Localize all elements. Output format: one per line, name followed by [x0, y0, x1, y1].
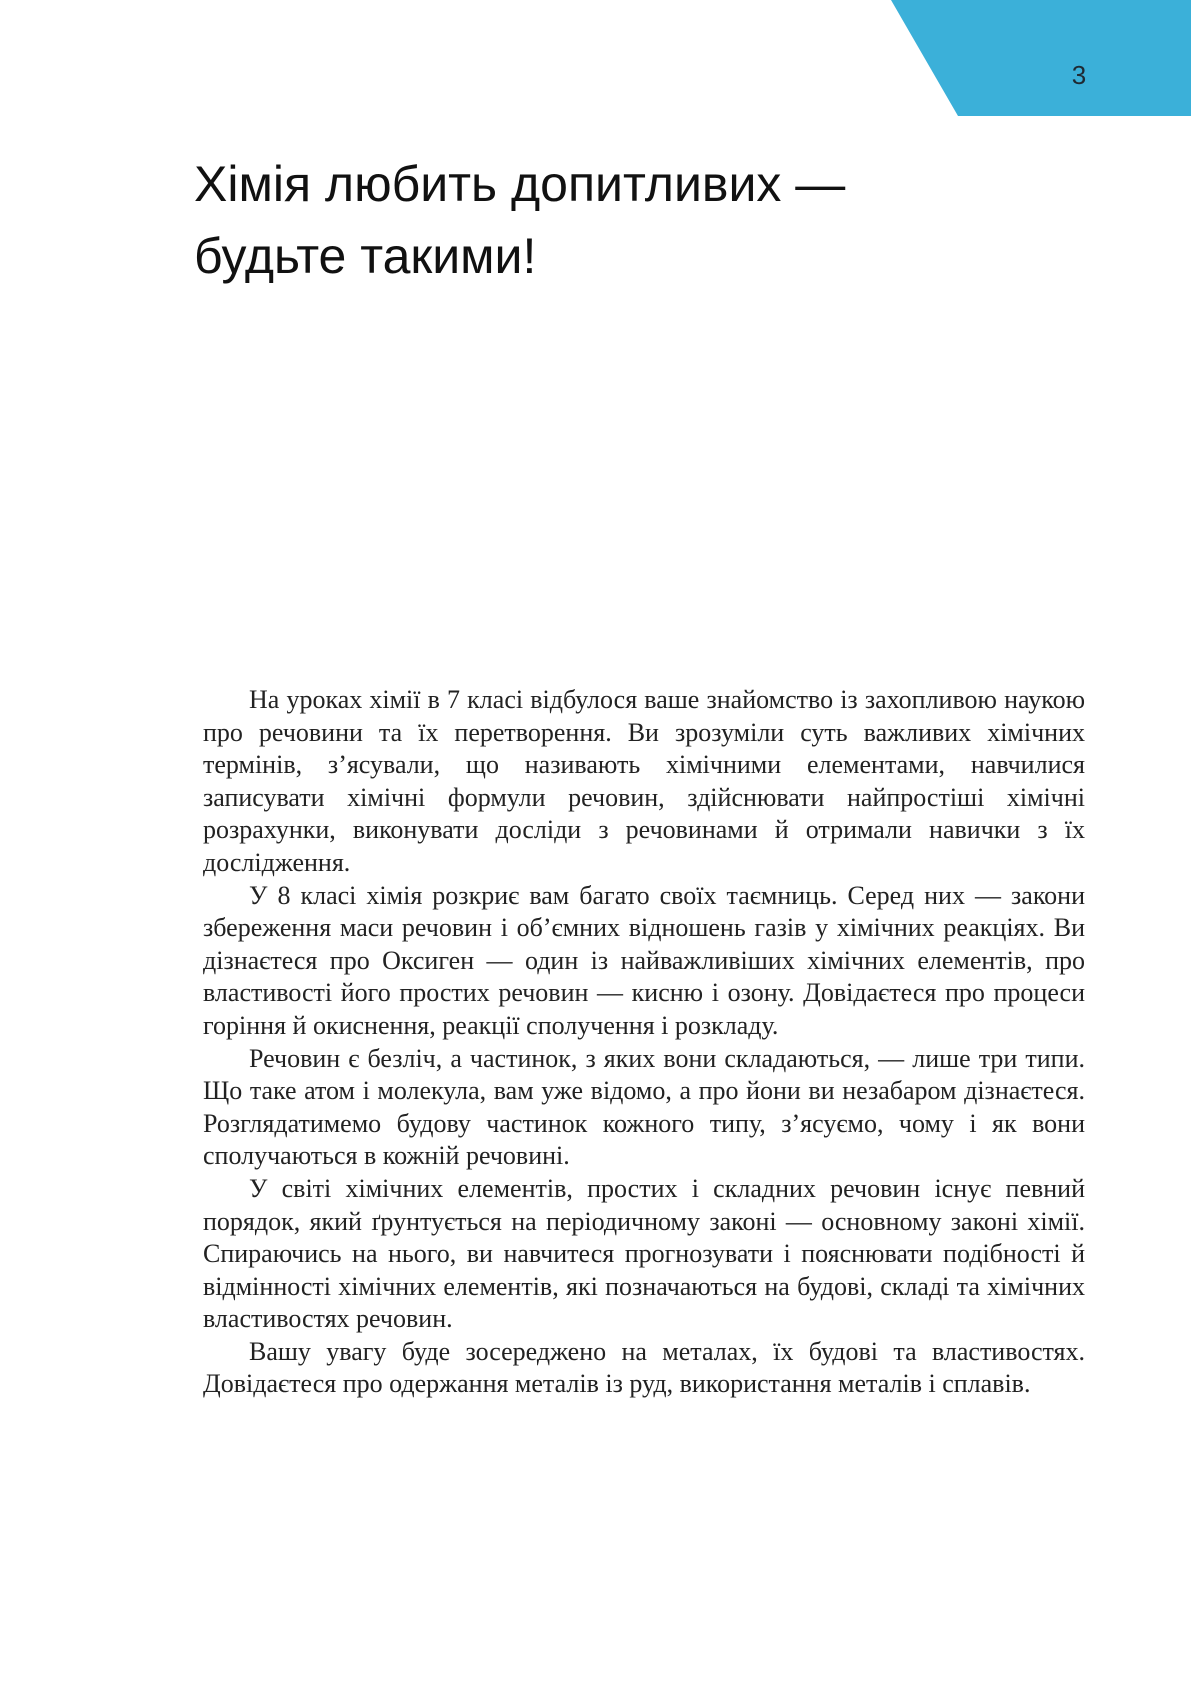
paragraph: На уроках хімії в 7 класі відбулося ваше знайомство із захопливою наукою про речовини та їх перетворення. Ви зрозуміли суть важливих хімічних термінів, з’ясували, що називають хімічними елементами, навчилися записувати хімічні формули речовин, здійснювати найпростіші хімічні розрахунки, виконувати досліди з речовинами й отримали навички з їх дослідження.: [203, 685, 1085, 877]
page-number: 3: [1071, 60, 1087, 90]
page-title-line-2: будьте такими!: [194, 228, 537, 284]
page-title: [194, 148, 994, 292]
paragraph: Вашу увагу буде зосереджено на металах, їх будові та властивостях. Довідаєтеся про одержання металів із руд, використання металів і сплавів.: [203, 1336, 1085, 1399]
page-corner-tab: [891, 0, 1191, 116]
paragraph: Речовин є безліч, а частинок, з яких вони складаються, — лише три типи. Що таке атом і молекула, вам уже відомо, а про йони ви незабаром дізнаєтеся. Розглядатимемо будову частинок кожного типу, з’ясуємо, чому і як вони сполучаються в кожній речовині.: [203, 1043, 1085, 1171]
intro-text: [203, 684, 1085, 1401]
corner-tab-shape: [891, 0, 1191, 116]
page-title-line-1: Хімія любить допитливих —: [194, 156, 846, 212]
paragraph: У 8 класі хімія розкриє вам багато своїх таємниць. Серед них — закони збереження маси речовин і об’ємних відношень газів у хімічних реакціях. Ви дізнаєтеся про Оксиген — один із найважливіших хімічних елементів, про властивості його простих речовин — кисню і озону. Довідаєтеся про процеси горіння й окиснення, реакції сполучення і розкладу.: [203, 880, 1085, 1040]
paragraph: У світі хімічних елементів, простих і складних речовин існує певний порядок, який ґрунтується на періодичному законі — основному законі хімії. Спираючись на нього, ви навчитеся прогнозувати і пояснювати подібності й відмінності хімічних елементів, які позначаються на будові, складі та хімічних властивостях речовин.: [203, 1173, 1085, 1334]
